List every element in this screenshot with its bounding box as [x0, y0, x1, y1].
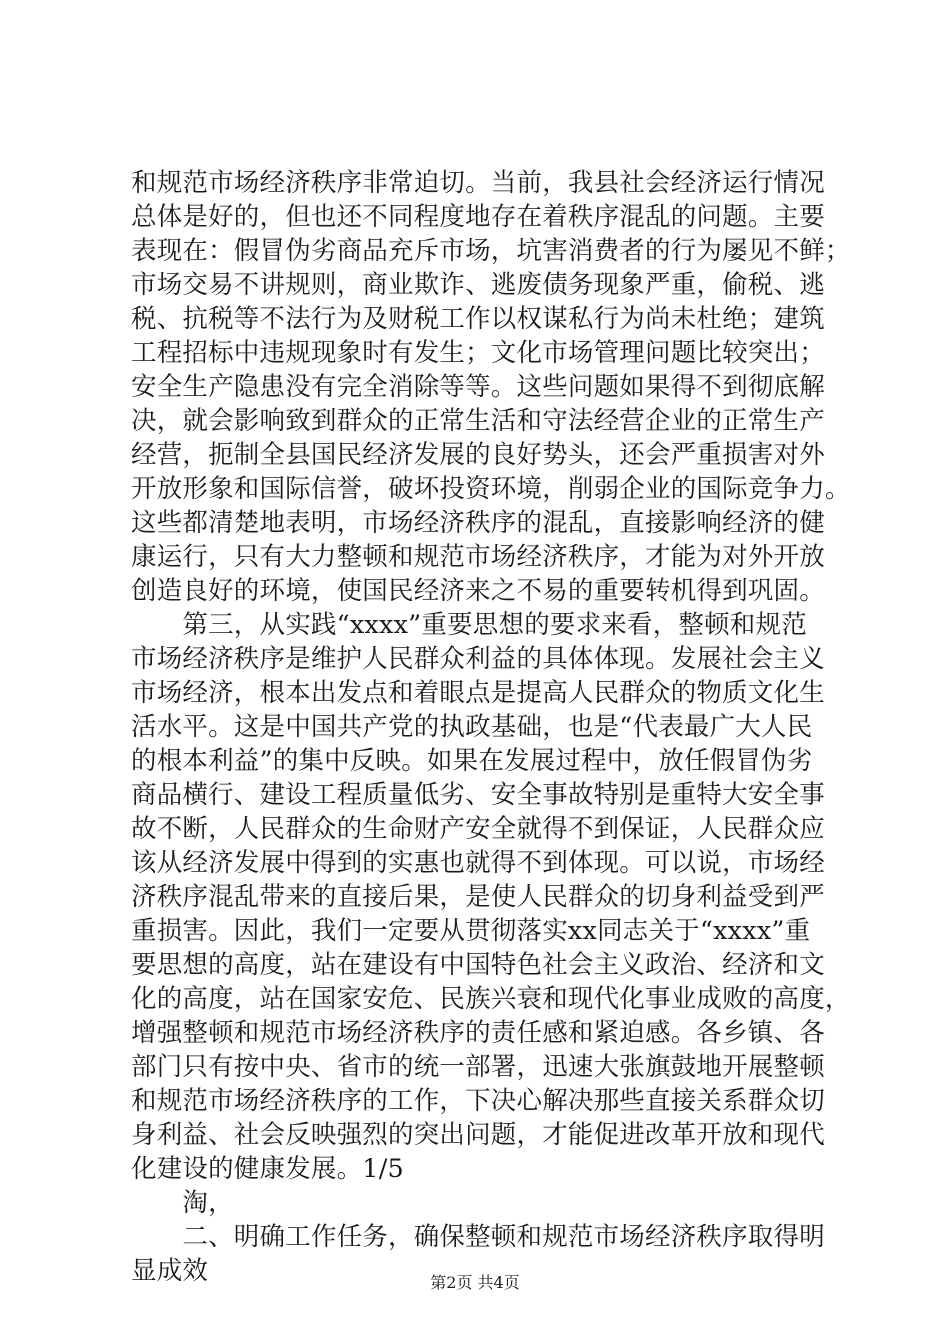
text-line: 济秩序混乱带来的直接后果，是使人民群众的切身利益受到严 [131, 882, 825, 912]
text-line: 安全生产隐患没有完全消除等等。这些问题如果得不到彻底解 [131, 372, 825, 402]
text-line: 和规范市场经济秩序的工作，下决心解决那些直接关系群众切 [131, 1086, 825, 1116]
text-line: 表现在：假冒伪劣商品充斥市场，坑害消费者的行为屡见不鲜； [131, 236, 851, 266]
text-line: 淘， [131, 1188, 234, 1218]
text-line: 工程招标中违规现象时有发生；文化市场管理问题比较突出； [131, 338, 825, 368]
text-line: 经营，扼制全县国民经济发展的良好势头，还会严重损害对外 [131, 440, 825, 470]
text-line: 该从经济发展中得到的实惠也就得不到体现。可以说，市场经 [131, 848, 825, 878]
text-line: 二、明确工作任务，确保整顿和规范市场经济秩序取得明 [131, 1222, 825, 1252]
text-line: 市场交易不讲规则，商业欺诈、逃废债务现象严重，偷税、逃 [131, 270, 825, 300]
text-line: 化建设的健康发展。1/5 [131, 1154, 404, 1184]
text-line: 身利益、社会反映强烈的突出问题，才能促进改革开放和现代 [131, 1120, 825, 1150]
text-line: 增强整顿和规范市场经济秩序的责任感和紧迫感。各乡镇、各 [131, 1018, 825, 1048]
text-line: 康运行，只有大力整顿和规范市场经济秩序，才能为对外开放 [131, 542, 825, 572]
text-line: 市场经济秩序是维护人民群众利益的具体体现。发展社会主义 [131, 644, 825, 674]
page-footer: 第2页 共4页 [430, 1273, 520, 1292]
text-line: 活水平。这是中国共产党的执政基础，也是“代表最广大人民 [131, 712, 813, 742]
body-text [131, 166, 851, 1288]
text-line: 总体是好的，但也还不同程度地存在着秩序混乱的问题。主要 [131, 202, 825, 232]
text-line: 创造良好的环境，使国民经济来之不易的重要转机得到巩固。 [131, 576, 825, 606]
text-line: 开放形象和国际信誉，破坏投资环境，削弱企业的国际竞争力。 [131, 474, 851, 504]
text-line: 决，就会影响致到群众的正常生活和守法经营企业的正常生产 [131, 406, 825, 436]
text-line: 商品横行、建设工程质量低劣、安全事故特别是重特大安全事 [131, 780, 825, 810]
text-line: 显成效 [131, 1256, 209, 1286]
text-line: 税、抗税等不法行为及财税工作以权谋私行为尚未杜绝；建筑 [131, 304, 825, 334]
text-line: 部门只有按中央、省市的统一部署，迅速大张旗鼓地开展整顿 [131, 1052, 825, 1082]
text-line: 和规范市场经济秩序非常迫切。当前，我县社会经济运行情况 [131, 168, 825, 198]
text-line: 第三，从实践“xxxx”重要思想的要求来看，整顿和规范 [131, 610, 807, 640]
text-line: 这些都清楚地表明，市场经济秩序的混乱，直接影响经济的健 [131, 508, 825, 538]
text-line: 要思想的高度，站在建设有中国特色社会主义政治、经济和文 [131, 950, 825, 980]
text-line: 化的高度，站在国家安危、民族兴衰和现代化事业成败的高度， [131, 984, 851, 1014]
text-line: 市场经济，根本出发点和着眼点是提高人民群众的物质文化生 [131, 678, 825, 708]
text-line: 重损害。因此，我们一定要从贯彻落实xx同志关于“xxxx”重 [131, 916, 811, 946]
text-line: 故不断，人民群众的生命财产安全就得不到保证，人民群众应 [131, 814, 825, 844]
text-line: 的根本利益”的集中反映。如果在发展过程中，放任假冒伪劣 [131, 746, 813, 776]
